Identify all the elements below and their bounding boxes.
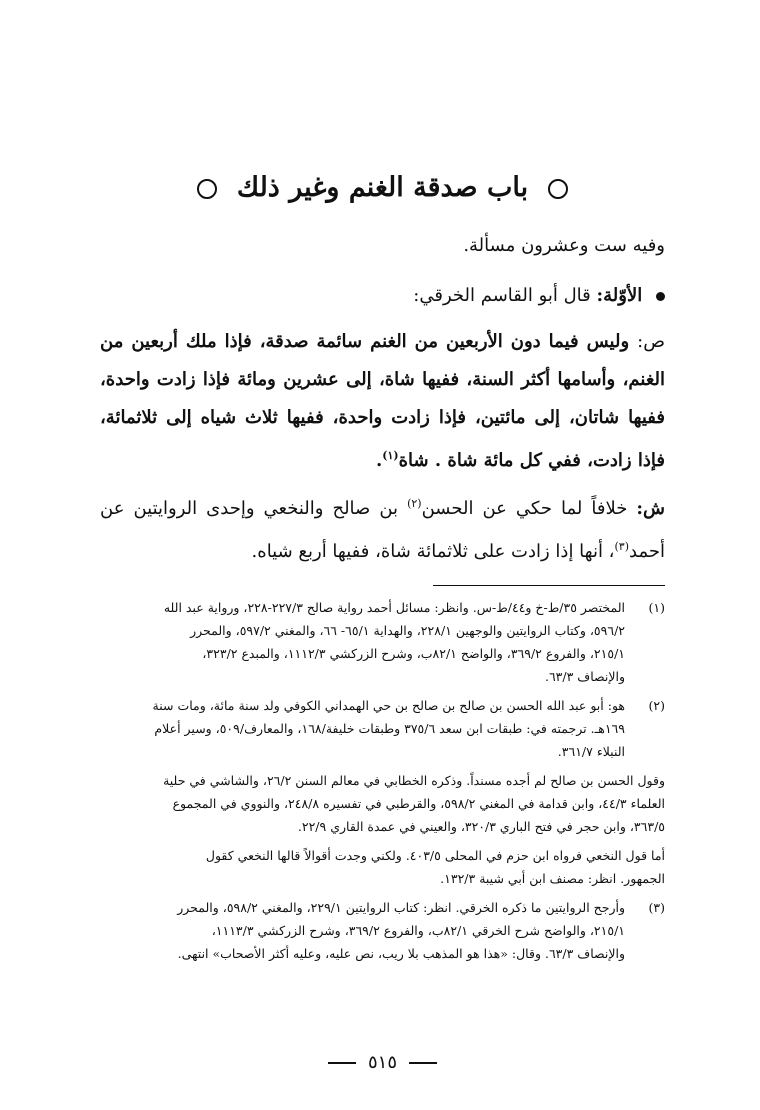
footnote-line: المختصر ٣٥/ط-خ و٤٤/ط-س. وانظر: مسائل أحمد رواية صالح ٢٢٧/٣-٢٢٨، ورواية عبد الله bbox=[163, 600, 625, 615]
footnote-line: والإنصاف ٦٣/٣. bbox=[544, 669, 625, 684]
issue-label: الأوّلة: bbox=[596, 285, 643, 306]
sharh-text-1: خلافاً لما حكي عن الحسن bbox=[421, 498, 628, 519]
footnote-line: العلماء ٤٤/٣، وابن قدامة في المغني ٥٩٨/٢، والقرطبي في تفسيره ٢٤٨/٨، والنووي في المجموع bbox=[172, 796, 665, 811]
intro-line: وفيه ست وعشرون مسألة. bbox=[463, 235, 665, 256]
matn-text: وليس فيما دون الأربعين من الغنم سائمة صدقة، فإذا ملك أربعين من الغنم، وأسامها أكثر السنة، ففيها شاة، إلى عشرين ومائة فإذا زادت واحدة، ففيها شاتان، إلى مائتين، فإذا زادت واحدة، ففيها ثلاث شياه إلى ثلاثمائة، فإذا زادت، ففي كل مائة شاة . شاة bbox=[100, 331, 665, 471]
footnote-line: ٥٩٦/٢، وكتاب الروايتين والوجهين ٢٢٨/١، والهداية ٦٥/١- ٦٦، والمغني ٥٩٧/٢، والمحرر bbox=[190, 623, 625, 638]
footnote-line: والإنصاف ٦٣/٣. وقال: «هذا هو المذهب بلا ريب، نص عليه، وعليه أكثر الأصحاب» انتهى. bbox=[177, 946, 625, 961]
circle-ornament-icon bbox=[197, 179, 217, 199]
chapter-title bbox=[100, 168, 665, 208]
sharh-text-2: بن صالح والنخعي وإحدى الروايتين عن أحمد bbox=[100, 498, 665, 562]
footnote-ref-3: (٣) bbox=[614, 540, 630, 553]
footnote-2-continuation bbox=[100, 844, 665, 890]
book-page bbox=[100, 0, 665, 1110]
footnote-1 bbox=[100, 596, 665, 688]
footnote-line: أما قول النخعي فرواه ابن حزم في المحلى ٤٠٣/٥. ولكني وجدت أقوالاً قالها النخعي كقول bbox=[205, 848, 665, 863]
footnote-number: (١) bbox=[648, 600, 665, 615]
footnote-line: ٣٦٣/٥، وابن حجر في فتح الباري ٣٢٠/٣، والعيني في عمدة القاري ٢٢/٩. bbox=[297, 819, 665, 834]
footnote-2 bbox=[100, 694, 665, 763]
footnote-line: وأرجح الروايتين ما ذكره الخرقي. انظر: كتاب الروايتين ٢٢٩/١، والمغني ٥٩٨/٢، والمحرر bbox=[177, 900, 625, 915]
dash-decoration bbox=[328, 1062, 356, 1064]
dash-decoration bbox=[409, 1062, 437, 1064]
footnote-3 bbox=[100, 896, 665, 965]
chapter-title-text: باب صدقة الغنم وغير ذلك bbox=[236, 172, 529, 203]
footnote-line: الجمهور. انظر: مصنف ابن أبي شيبة ١٣٢/٣. bbox=[440, 871, 665, 886]
footnote-separator bbox=[433, 585, 665, 586]
matn-lead: ص: bbox=[637, 331, 665, 352]
footnote-ref-1: (١) bbox=[382, 449, 399, 462]
footnote-number: (٣) bbox=[648, 900, 665, 915]
footnote-ref-2: (٢) bbox=[407, 497, 422, 510]
circle-ornament-icon bbox=[548, 179, 568, 199]
footnote-2-continuation bbox=[100, 769, 665, 838]
matn-end: . bbox=[375, 450, 383, 471]
sharh-text-3: ، أنها إذا زادت على ثلاثمائة شاة، ففيها أربع شياه. bbox=[251, 541, 615, 562]
footnote-line: ٢١٥/١، والفروع ٣٦٩/٢، والواضح ٨٢/١ب، وشرح الزركشي ١١١٢/٣، والمبدع ٣٢٣/٢، bbox=[202, 646, 625, 661]
footnote-line: ١٦٩هـ. ترجمته في: طبقات ابن سعد ٣٧٥/٦ وطبقات خليفة/١٦٨، والمعارف/٥٠٩، وسير أعلام bbox=[154, 721, 625, 736]
footnote-line: وقول الحسن بن صالح لم أجده مسنداً. وذكره الخطابي في معالم السنن ٢٦/٢، والشاشي في حلية bbox=[163, 773, 665, 788]
footnote-line: هو: أبو عبد الله الحسن بن صالح بن صالح بن حي الهمداني الكوفي ولد سنة مائة، ومات سنة bbox=[152, 698, 625, 713]
page-number bbox=[100, 1052, 665, 1073]
matn-paragraph bbox=[100, 323, 665, 480]
issue-heading bbox=[100, 280, 665, 312]
page-number-text: ٥١٥ bbox=[367, 1052, 397, 1073]
footnote-line: ٢١٥/١، والواضح شرح الخرقي ٨٢/١ب، والفروع ٣٦٩/٢، وشرح الزركشي ١١١٣/٣، bbox=[211, 923, 625, 938]
sharh-lead: ش: bbox=[636, 498, 665, 519]
bullet-icon bbox=[656, 292, 665, 301]
sharh-paragraph bbox=[100, 485, 665, 571]
footnote-line: النبلاء ٣٦١/٧. bbox=[557, 744, 625, 759]
issue-text: قال أبو القاسم الخرقي: bbox=[413, 285, 591, 306]
footnote-number: (٢) bbox=[648, 698, 665, 713]
footnotes bbox=[100, 596, 665, 971]
